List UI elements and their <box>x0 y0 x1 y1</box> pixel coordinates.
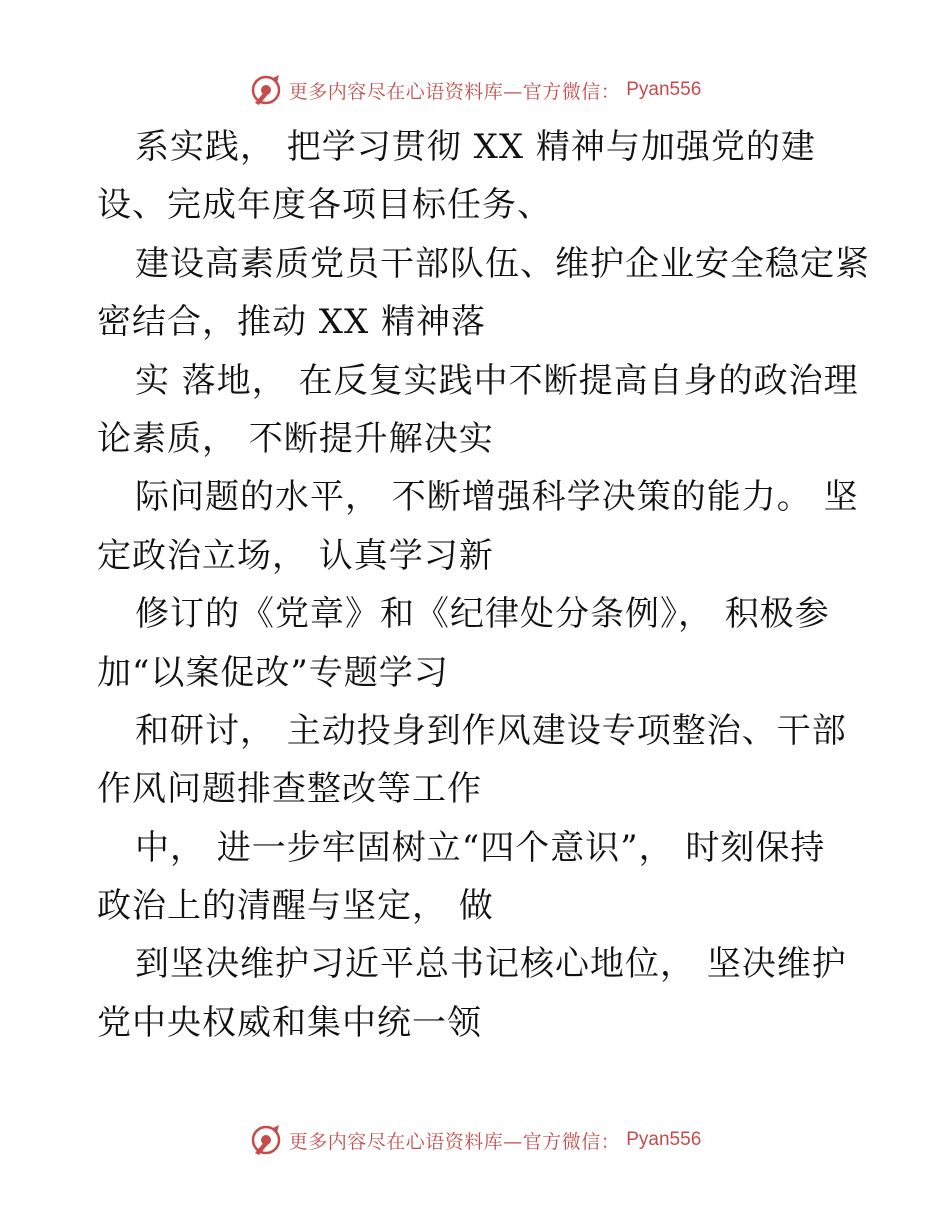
document-body <box>97 118 870 1052</box>
brand-logo-icon <box>249 1123 283 1157</box>
watermark-text: 更多内容尽在心语资料库—官方微信： <box>288 80 621 103</box>
body-line: 和研讨， 主动投身到作风建设专项整治、干部 <box>135 710 847 751</box>
body-line: 加“以案促改”专题学习 <box>97 652 449 693</box>
body-line: 设、完成年度各项目标任务、 <box>97 185 552 226</box>
brand-logo-icon <box>249 73 283 107</box>
body-line: 密结合，推动 XX 精神落 <box>97 302 487 343</box>
watermark-text: 更多内容尽在心语资料库—官方微信： <box>288 1130 621 1153</box>
body-line: 到坚决维护习近平总书记核心地位， 坚决维护 <box>135 944 847 985</box>
body-line: 修订的《党章》和《纪律处分条例》， 积极参 <box>135 594 830 635</box>
footer-watermark <box>0 1120 950 1160</box>
body-line: 定政治立场， 认真学习新 <box>97 535 494 576</box>
body-line: 际问题的水平， 不断增强科学决策的能力。 坚 <box>135 477 859 518</box>
body-line: 系实践， 把学习贯彻 XX 精神与加强党的建 <box>135 127 816 167</box>
body-line: 实 落地， 在反复实践中不断提高自身的政治理 <box>135 360 859 401</box>
body-line: 论素质， 不断提升解决实 <box>97 418 494 459</box>
body-line: 政治上的清醒与坚定， 做 <box>97 886 494 927</box>
body-line: 作风问题排查整改等工作 <box>97 769 482 810</box>
watermark-wechat-id: Pyan556 <box>626 1129 702 1150</box>
body-line: 中， 进一步牢固树立“四个意识”， 时刻保持 <box>135 827 826 868</box>
watermark-wechat-id: Pyan556 <box>626 79 702 100</box>
header-watermark <box>0 70 950 110</box>
body-line: 建设高素质党员干部队伍、维护企业安全稳定紧 <box>135 243 870 284</box>
body-line: 党中央权威和集中统一领 <box>97 1002 482 1043</box>
